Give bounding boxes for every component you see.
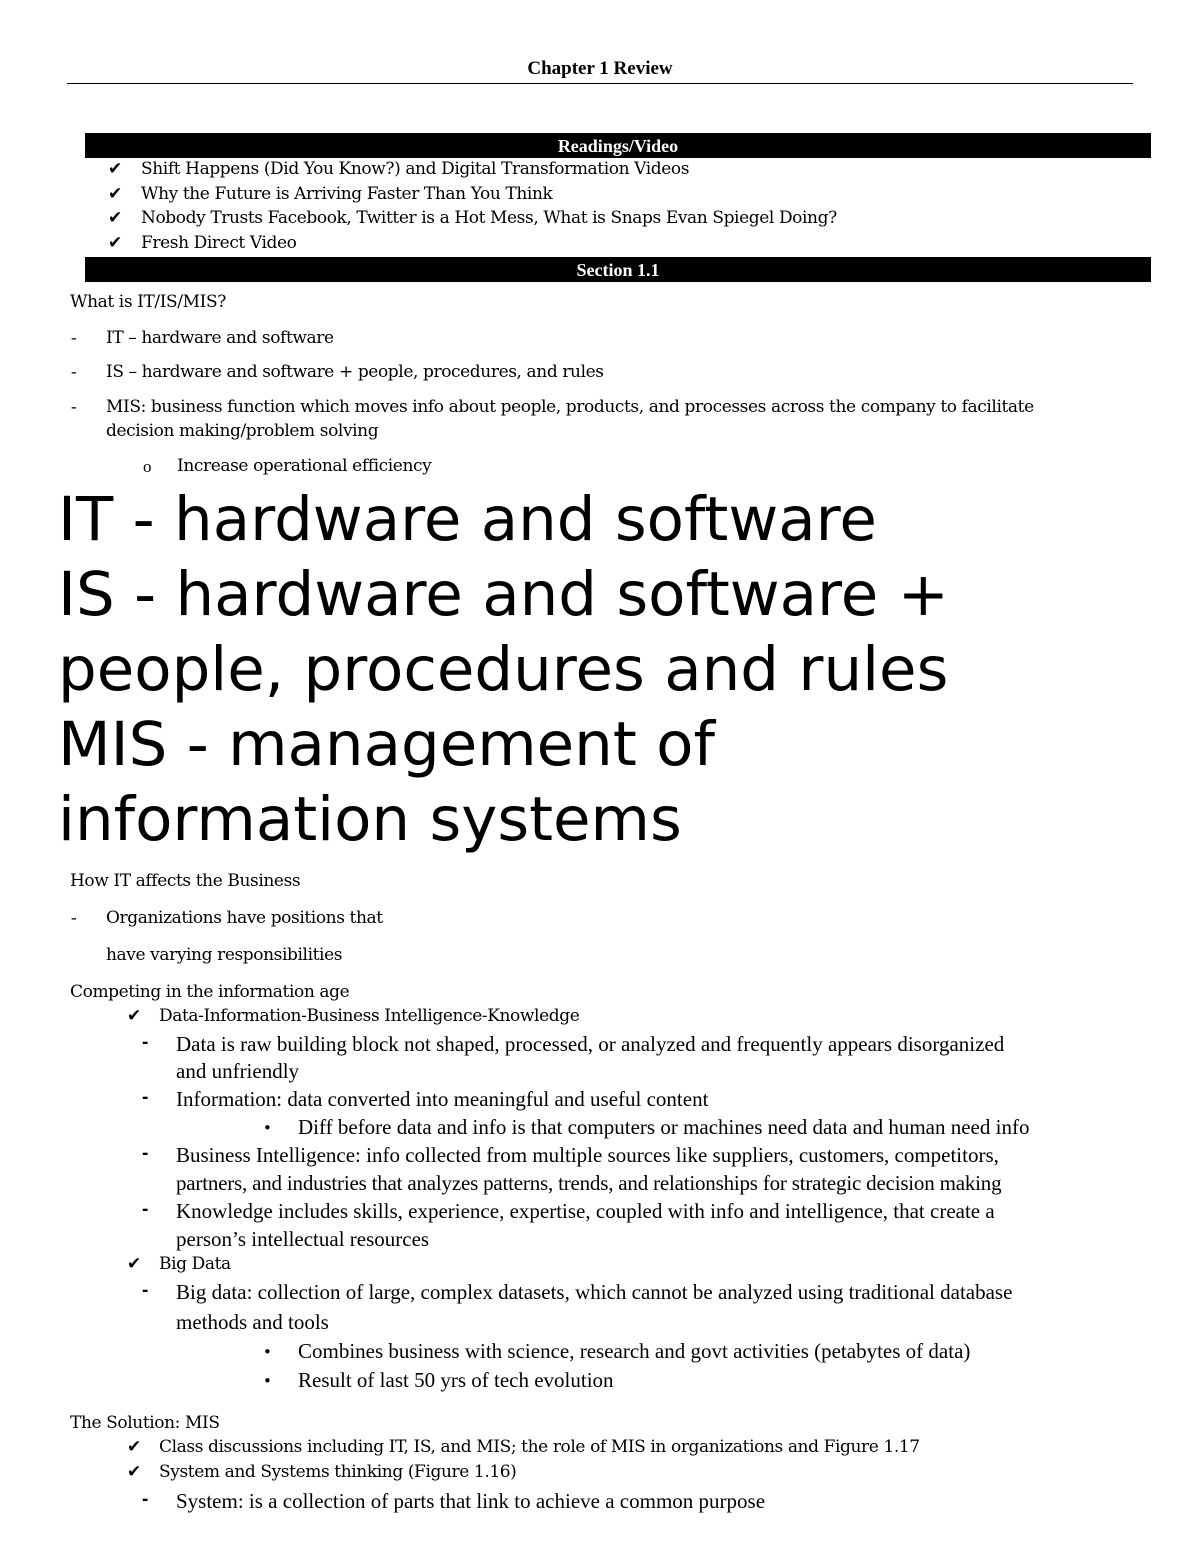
bullet-marker: • <box>263 1343 272 1361</box>
competing-check-dibk: Data-Information-Business Intelligence-Knowledge <box>159 1006 580 1026</box>
competing-info-line: Information: data converted into meaningful and useful content <box>176 1087 709 1111</box>
solution-system-line: System: is a collection of parts that link to achieve a common purpose <box>176 1489 766 1513</box>
competing-info-bullet: Diff before data and info is that computers or machines need data and human need info <box>298 1115 1030 1139</box>
competing-data-line-cont: and unfriendly <box>176 1059 300 1083</box>
solution-check-class: Class discussions including IT, IS, and MIS; the role of MIS in organizations and Figure 1.17 <box>159 1437 920 1457</box>
dash-marker: - <box>142 1087 149 1108</box>
dash-marker: - <box>142 1143 149 1164</box>
readings-item <box>108 159 690 179</box>
what-is-item-mis-continued: decision making/problem solving <box>106 421 379 441</box>
dash-marker: - <box>71 908 77 927</box>
readings-heading-bar: Readings/Video <box>85 133 1151 158</box>
section-heading-bar: Section 1.1 <box>85 257 1151 282</box>
checkmark-icon: ✔ <box>127 1254 142 1274</box>
readings-item-label: Fresh Direct Video <box>141 233 297 253</box>
what-is-sub-item: Increase operational efficiency <box>177 456 432 476</box>
page-title: Chapter 1 Review <box>527 58 673 79</box>
checkmark-icon: ✔ <box>127 1437 142 1457</box>
readings-item <box>108 184 553 204</box>
what-is-item-is: IS – hardware and software + people, procedures, and rules <box>106 362 604 382</box>
competing-big-data-line-cont: methods and tools <box>176 1310 329 1334</box>
how-it-line: Organizations have positions that <box>106 908 383 928</box>
competing-big-data-line: Big data: collection of large, complex datasets, which cannot be analyzed using traditional database <box>176 1280 1013 1304</box>
competing-bi-line-cont: partners, and industries that analyzes patterns, trends, and relationships for strategic decision making <box>176 1171 1002 1195</box>
what-is-item-mis: MIS: business function which moves info about people, products, and processes across the company to facilitate <box>106 397 1034 417</box>
readings-item-label: Why the Future is Arriving Faster Than You Think <box>141 184 553 204</box>
dash-marker: - <box>71 362 77 381</box>
what-is-item-it: IT – hardware and software <box>106 328 334 348</box>
competing-knowledge-line: Knowledge includes skills, experience, expertise, coupled with info and intelligence, that create a <box>176 1199 995 1223</box>
how-it-heading: How IT affects the Business <box>70 871 301 891</box>
dash-marker: - <box>71 328 77 347</box>
checkmark-icon: ✔ <box>108 184 123 204</box>
competing-check-big-data: Big Data <box>159 1254 231 1274</box>
competing-data-line: Data is raw building block not shaped, processed, or analyzed and frequently appears disorganized <box>176 1032 1005 1056</box>
checkmark-icon: ✔ <box>108 159 123 179</box>
checkmark-icon: ✔ <box>108 233 123 253</box>
dash-marker: - <box>142 1032 149 1053</box>
header-divider <box>67 83 1133 84</box>
dash-marker: - <box>71 397 77 416</box>
competing-big-data-bullet: Combines business with science, research and govt activities (petabytes of data) <box>298 1339 971 1363</box>
checkmark-icon: ✔ <box>127 1006 142 1026</box>
competing-bi-line: Business Intelligence: info collected from multiple sources like suppliers, customers, competitors, <box>176 1143 999 1167</box>
solution-heading: The Solution: MIS <box>70 1413 220 1433</box>
large-note-line: people, procedures and rules <box>58 634 949 705</box>
bullet-marker: • <box>263 1372 272 1390</box>
bullet-marker: • <box>263 1119 272 1137</box>
competing-knowledge-line-cont: person’s intellectual resources <box>176 1227 430 1251</box>
readings-item-label: Nobody Trusts Facebook, Twitter is a Hot Mess, What is Snaps Evan Spiegel Doing? <box>141 208 837 228</box>
dash-marker: - <box>142 1489 149 1510</box>
dash-marker: - <box>142 1199 149 1220</box>
readings-item <box>108 233 297 253</box>
readings-item <box>108 208 837 228</box>
how-it-line: have varying responsibilities <box>106 945 343 965</box>
readings-item-label: Shift Happens (Did You Know?) and Digital Transformation Videos <box>141 159 690 179</box>
checkmark-icon: ✔ <box>108 208 123 228</box>
competing-big-data-bullet: Result of last 50 yrs of tech evolution <box>298 1368 614 1392</box>
solution-check-systems: System and Systems thinking (Figure 1.16) <box>159 1462 517 1482</box>
checkmark-icon: ✔ <box>127 1462 142 1482</box>
large-note-line: information systems <box>58 784 682 855</box>
dash-marker: - <box>142 1280 149 1301</box>
large-note-line: IT - hardware and software <box>58 484 877 555</box>
sub-bullet-marker: o <box>143 457 152 476</box>
large-note-line: IS - hardware and software + <box>58 559 949 630</box>
competing-heading: Competing in the information age <box>70 982 350 1002</box>
what-is-question: What is IT/IS/MIS? <box>70 292 226 312</box>
large-note-line: MIS - management of <box>58 709 715 780</box>
